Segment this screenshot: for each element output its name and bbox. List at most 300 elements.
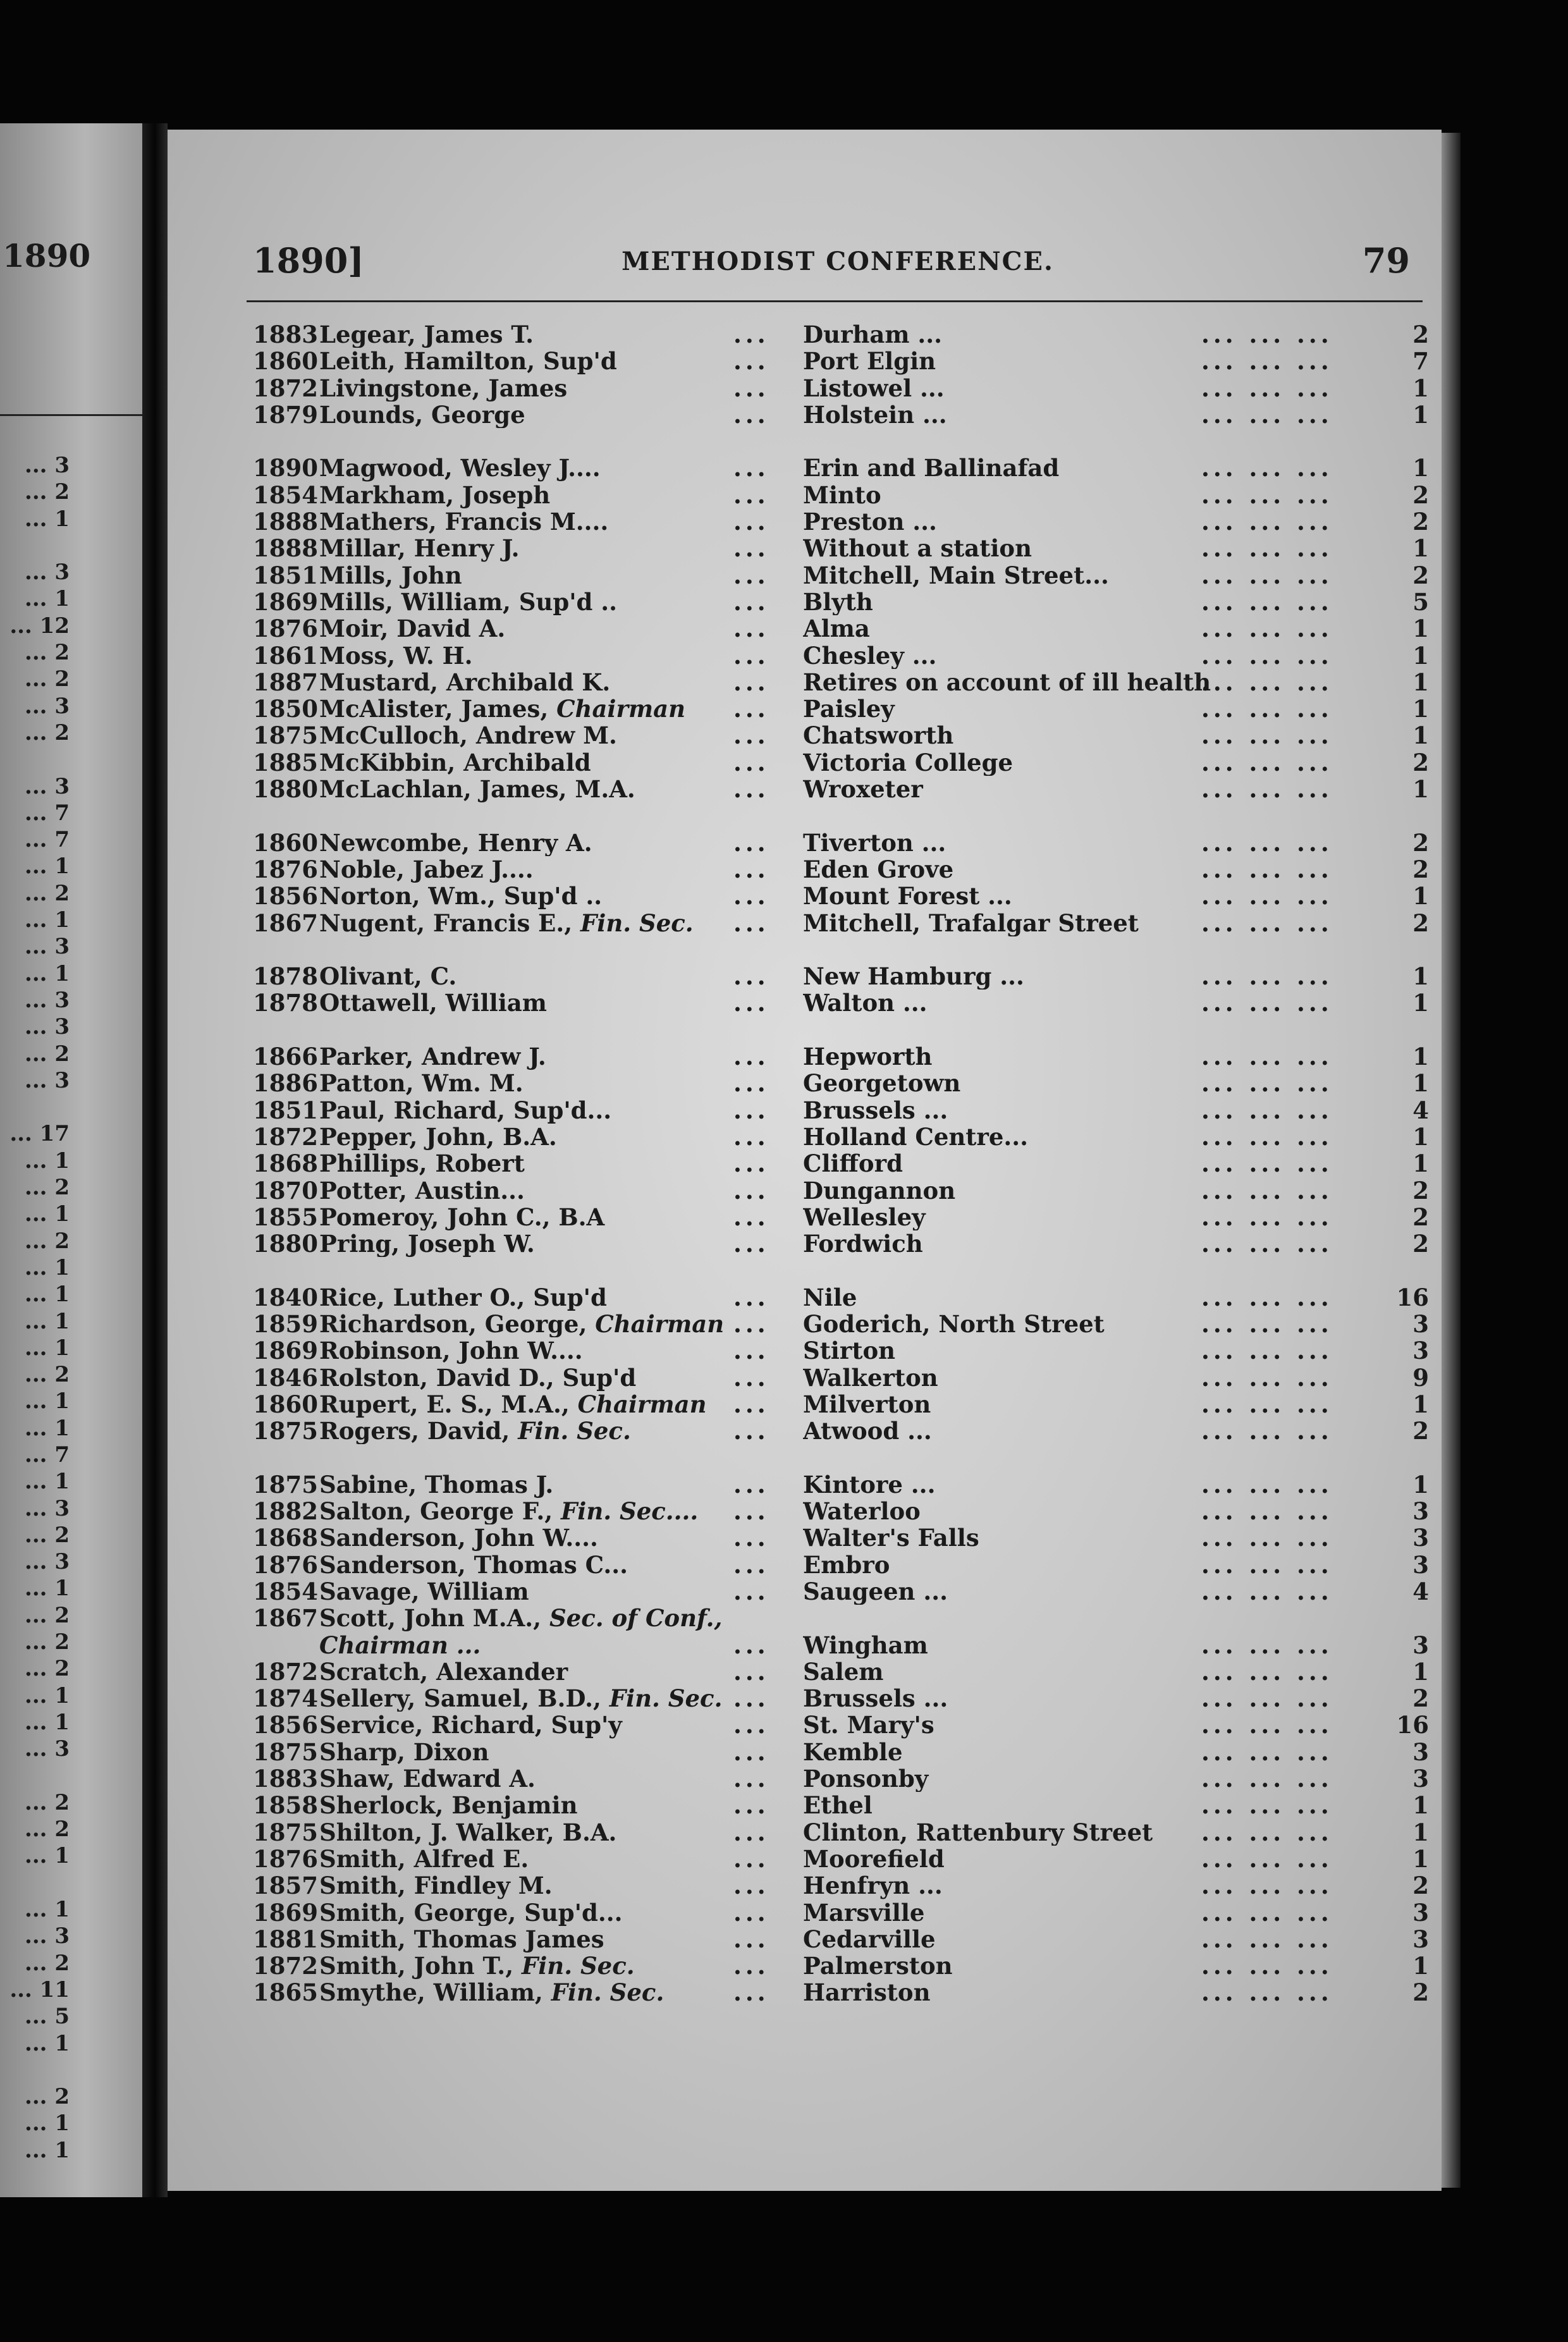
left-count: ... 1 (24, 586, 70, 612)
left-count: ... 2 (24, 1629, 70, 1655)
station-name: Stirton (803, 1337, 896, 1364)
entry-year: 1876 (253, 615, 318, 643)
leader-dots: ... (733, 1738, 769, 1766)
leader-dots: ... ... ... (1201, 1417, 1333, 1445)
years-count: 5 (1412, 587, 1429, 616)
station-name: Saugeen ... (803, 1578, 948, 1605)
left-count: ... 2 (24, 1362, 70, 1388)
left-count: ... 2 (24, 1041, 70, 1067)
leader-dots: ... (733, 1470, 769, 1499)
entry-year: 1887 (253, 668, 318, 696)
minister-name (319, 1070, 775, 1096)
years-count: 1 (1412, 882, 1429, 910)
section-gap (253, 1017, 1429, 1043)
years-count: 1 (1412, 1122, 1429, 1151)
minister-row (253, 1070, 1429, 1096)
years-count: 2 (1412, 1684, 1429, 1713)
years-count: 2 (1412, 1230, 1429, 1258)
leader-dots: ... (733, 1978, 769, 2007)
entry-year: 1861 (253, 641, 318, 670)
minister-name-text: Newcombe, Henry A. (319, 829, 592, 856)
minister-name (319, 1926, 775, 1953)
header-title: METHODIST CONFERENCE. (622, 247, 1054, 276)
entry-year: 1872 (253, 1122, 318, 1151)
left-count: ... 1 (24, 1415, 70, 1441)
leader-dots: ... (733, 828, 769, 857)
entry-year: 1875 (253, 1470, 318, 1499)
left-page-fragment (0, 123, 142, 2197)
minister-row (253, 1926, 1429, 1953)
leader-dots: ... (733, 1203, 769, 1231)
station-name: Goderich, North Street (803, 1310, 1105, 1338)
minister-name (319, 1177, 775, 1204)
station-name: Embro (803, 1551, 890, 1578)
leader-dots: ... (733, 1925, 769, 1953)
entry-year: 1880 (253, 775, 318, 804)
minister-name (319, 1605, 775, 1631)
minister-name (319, 1391, 775, 1418)
minister-name-text: Sherlock, Benjamin (319, 1792, 578, 1819)
left-count: ... 1 (24, 1335, 70, 1361)
station-name: Walkerton (803, 1364, 938, 1391)
minister-name (319, 1230, 775, 1257)
minister-row (253, 1284, 1429, 1311)
minister-row (253, 1578, 1429, 1605)
station-name: Minto (803, 481, 881, 509)
minister-name-text: Rupert, E. S., M.A., (319, 1390, 570, 1418)
left-count: ... 2 (24, 880, 70, 906)
entry-year: 1876 (253, 1550, 318, 1579)
minister-name (319, 1337, 775, 1364)
leader-dots: ... ... ... (1201, 962, 1333, 991)
minister-name-text: Savage, William (319, 1578, 529, 1605)
minister-name (319, 1632, 775, 1658)
minister-row (253, 856, 1429, 883)
station-name: Clinton, Rattenbury Street (803, 1818, 1153, 1846)
minister-role: Fin. Sec. (551, 1979, 665, 2006)
page-edge-shadow (1442, 133, 1461, 2188)
minister-name (319, 535, 775, 561)
entry-year: 1868 (253, 1524, 318, 1552)
leader-dots: ... ... ... (1201, 1872, 1333, 1900)
leader-dots: ... ... ... (1201, 1363, 1333, 1392)
leader-dots: ... (733, 1122, 769, 1151)
leader-dots: ... ... ... (1201, 1657, 1333, 1686)
ministers-list (253, 321, 1429, 2006)
minister-name (319, 348, 775, 374)
leader-dots: ... (733, 695, 769, 723)
minister-row (253, 722, 1429, 749)
header-year: 1890] (253, 240, 364, 281)
leader-dots: ... ... ... (1201, 695, 1333, 723)
leader-dots: ... (733, 1684, 769, 1713)
left-count: ... 2 (24, 1789, 70, 1815)
leader-dots: ... (733, 1176, 769, 1205)
left-count: ... 1 (24, 1576, 70, 1602)
leader-dots: ... (733, 1309, 769, 1338)
left-count: ... 12 (9, 613, 70, 639)
minister-row (253, 1311, 1429, 1337)
entry-year: 1851 (253, 1096, 318, 1124)
entry-year: 1883 (253, 1765, 318, 1793)
leader-dots: ... ... ... (1201, 1203, 1333, 1231)
years-count: 1 (1412, 695, 1429, 723)
years-count: 7 (1412, 347, 1429, 376)
leader-dots: ... ... ... (1201, 1711, 1333, 1739)
leader-dots: ... (733, 1150, 769, 1178)
station-name: Ethel (803, 1792, 873, 1819)
minister-name-text: Smith, Alfred E. (319, 1845, 529, 1873)
station-name: Cedarville (803, 1925, 936, 1953)
minister-name-text: McLachlan, James, M.A. (319, 776, 635, 803)
years-count: 4 (1412, 1096, 1429, 1124)
leader-dots: ... (733, 909, 769, 937)
years-count: 2 (1412, 508, 1429, 536)
leader-dots: ... ... ... (1201, 1978, 1333, 2007)
minister-name (319, 1739, 775, 1765)
leader-dots: ... ... ... (1201, 347, 1333, 376)
minister-row (253, 1658, 1429, 1685)
entry-year: 1865 (253, 1978, 318, 2007)
entry-year: 1882 (253, 1497, 318, 1526)
station-name: Moorefield (803, 1845, 945, 1873)
left-count (0, 532, 70, 559)
leader-dots: ... ... ... (1201, 1096, 1333, 1124)
section-gap (253, 802, 1429, 829)
entry-year: 1855 (253, 1203, 318, 1231)
years-count: 1 (1412, 1844, 1429, 1873)
minister-name (319, 1578, 775, 1605)
minister-name (319, 1043, 775, 1070)
years-count: 3 (1412, 1631, 1429, 1659)
minister-name-text: Ottawell, William (319, 990, 547, 1017)
minister-row (253, 1524, 1429, 1551)
years-count: 1 (1412, 721, 1429, 750)
left-count: ... 3 (24, 1495, 70, 1521)
minister-row (253, 669, 1429, 696)
minister-name-text: Smith, George, Sup'd... (319, 1899, 623, 1926)
left-count (0, 746, 70, 773)
years-count: 3 (1412, 1337, 1429, 1365)
leader-dots: ... (733, 454, 769, 482)
leader-dots: ... ... ... (1201, 775, 1333, 804)
left-count: ... 2 (24, 479, 70, 505)
left-count: ... 2 (24, 1522, 70, 1548)
station-name: Brussels ... (803, 1685, 948, 1712)
leader-dots: ... (733, 481, 769, 509)
left-count: ... 2 (24, 640, 70, 666)
minister-name-text: Patton, Wm. M. (319, 1070, 524, 1097)
minister-name (319, 1819, 775, 1846)
left-count: ... 1 (24, 1254, 70, 1280)
minister-row (253, 749, 1429, 776)
leader-dots: ... ... ... (1201, 721, 1333, 750)
station-name: Georgetown (803, 1070, 961, 1097)
leader-dots: ... (733, 534, 769, 563)
right-page (168, 130, 1442, 2191)
left-count: ... 7 (24, 827, 70, 853)
leader-dots: ... ... ... (1201, 374, 1333, 402)
left-count: ... 1 (24, 960, 70, 986)
minister-row (253, 1391, 1429, 1418)
station-name: Henfryn ... (803, 1872, 943, 1899)
leader-dots: ... ... ... (1201, 1230, 1333, 1258)
years-count: 2 (1412, 1417, 1429, 1445)
leader-dots: ... ... ... (1201, 1309, 1333, 1338)
minister-name-text: McCulloch, Andrew M. (319, 722, 617, 749)
leader-dots: ... ... ... (1201, 1952, 1333, 1980)
minister-row (253, 1899, 1429, 1926)
left-count: ... 3 (24, 453, 70, 478)
minister-name (319, 1712, 775, 1738)
minister-name (319, 1284, 775, 1311)
minister-name (319, 1418, 775, 1444)
minister-row (253, 1498, 1429, 1524)
left-count: ... 1 (24, 1389, 70, 1414)
minister-name-text: Smith, Findley M. (319, 1872, 553, 1899)
minister-name-text: Leith, Hamilton, Sup'd (319, 348, 617, 375)
minister-row (253, 1792, 1429, 1818)
left-count: ... 1 (24, 1897, 70, 1923)
left-count (0, 2057, 70, 2083)
leader-dots: ... ... ... (1201, 1844, 1333, 1873)
minister-name (319, 1097, 775, 1124)
leader-dots: ... (733, 1577, 769, 1605)
left-count: ... 2 (24, 1817, 70, 1842)
entry-year: 1888 (253, 534, 318, 563)
left-count: ... 3 (24, 773, 70, 799)
minister-row (253, 482, 1429, 508)
leader-dots: ... ... ... (1201, 1176, 1333, 1205)
leader-dots: ... (733, 1550, 769, 1579)
left-count: ... 3 (24, 1736, 70, 1762)
station-name: Walton ... (803, 990, 928, 1017)
leader-dots: ... ... ... (1201, 615, 1333, 643)
years-count: 1 (1412, 668, 1429, 696)
minister-name (319, 1311, 775, 1337)
minister-row (253, 1364, 1429, 1391)
minister-row (253, 1632, 1429, 1658)
minister-name (319, 990, 775, 1016)
minister-row (253, 535, 1429, 561)
left-count: ... 17 (9, 1121, 70, 1147)
station-name: Kemble (803, 1738, 903, 1766)
leader-dots: ... (733, 1872, 769, 1900)
station-name: Durham ... (803, 321, 943, 348)
entry-year: 1867 (253, 909, 318, 937)
entry-year: 1879 (253, 400, 318, 429)
station-name: New Hamburg ... (803, 963, 1024, 990)
years-count: 2 (1412, 909, 1429, 937)
leader-dots: ... ... ... (1201, 534, 1333, 563)
leader-dots: ... (733, 641, 769, 670)
minister-name-text: Markham, Joseph (319, 481, 551, 509)
years-count: 3 (1412, 1550, 1429, 1579)
minister-name-text: Richardson, George, (319, 1310, 587, 1338)
minister-name-text: Service, Richard, Sup'y (319, 1712, 622, 1739)
section-gap (253, 428, 1429, 455)
left-count: ... 11 (9, 1977, 70, 2002)
leader-dots: ... (733, 1765, 769, 1793)
minister-name (319, 615, 775, 642)
minister-name-text: Shaw, Edward A. (319, 1765, 536, 1793)
years-count: 1 (1412, 641, 1429, 670)
minister-name-text: Olivant, C. (319, 963, 457, 990)
left-count: ... 1 (24, 1843, 70, 1869)
leader-dots: ... ... ... (1201, 1738, 1333, 1766)
leader-dots: ... ... ... (1201, 1765, 1333, 1793)
leader-dots: ... ... ... (1201, 1577, 1333, 1605)
entry-year: 1870 (253, 1176, 318, 1205)
left-count: ... 7 (24, 800, 70, 826)
station-name: Listowel ... (803, 374, 945, 402)
minister-name (319, 642, 775, 669)
minister-name (319, 856, 775, 883)
station-name: Mitchell, Main Street... (803, 561, 1109, 589)
entry-year: 1856 (253, 1711, 318, 1739)
left-count (0, 1763, 70, 1789)
years-count: 2 (1412, 1203, 1429, 1231)
minister-name (319, 1204, 775, 1230)
leader-dots: ... ... ... (1201, 1122, 1333, 1151)
left-count: ... 3 (24, 1923, 70, 1949)
minister-row (253, 1097, 1429, 1124)
leader-dots: ... ... ... (1201, 1524, 1333, 1552)
entry-year: 1875 (253, 721, 318, 750)
leader-dots: ... (733, 962, 769, 991)
entry-year: 1868 (253, 1150, 318, 1178)
entry-year: 1888 (253, 508, 318, 536)
leader-dots: ... ... ... (1201, 1791, 1333, 1820)
minister-row (253, 1739, 1429, 1765)
leader-dots: ... (733, 1337, 769, 1365)
station-name: Atwood ... (803, 1418, 932, 1445)
minister-row (253, 1819, 1429, 1846)
minister-name (319, 1899, 775, 1926)
minister-row (253, 696, 1429, 722)
minister-row (253, 1979, 1429, 2006)
entry-year: 1869 (253, 1898, 318, 1927)
leader-dots: ... ... ... (1201, 1470, 1333, 1499)
leader-dots: ... ... ... (1201, 454, 1333, 482)
entry-year: 1860 (253, 828, 318, 857)
minister-name (319, 1872, 775, 1899)
minister-row (253, 1337, 1429, 1364)
minister-name (319, 482, 775, 508)
minister-name-text: Scott, John M.A., (319, 1605, 542, 1632)
station-name: Port Elgin (803, 348, 936, 375)
left-count: ... 2 (24, 1656, 70, 1682)
minister-name-text: Rolston, David D., Sup'd (319, 1364, 637, 1391)
left-count: ... 1 (24, 1683, 70, 1708)
station-name: St. Mary's (803, 1712, 934, 1739)
entry-year: 1875 (253, 1417, 318, 1445)
leader-dots: ... ... ... (1201, 1925, 1333, 1953)
entry-year: 1869 (253, 1337, 318, 1365)
left-count: ... 1 (24, 1308, 70, 1334)
minister-name-text: Shilton, J. Walker, B.A. (319, 1818, 617, 1846)
leader-dots: ... ... ... (1201, 909, 1333, 937)
minister-name-text: McAlister, James, (319, 696, 549, 723)
left-count: ... 2 (24, 1950, 70, 1976)
minister-name (319, 321, 775, 348)
minister-row (253, 883, 1429, 909)
minister-name-text: Salton, George F., (319, 1498, 553, 1525)
minister-name-text: Pepper, John, B.A. (319, 1123, 557, 1151)
leader-dots: ... (733, 1283, 769, 1311)
minister-name-text: Paul, Richard, Sup'd... (319, 1096, 612, 1124)
minister-row (253, 1418, 1429, 1444)
years-count: 1 (1412, 1657, 1429, 1686)
minister-name-text: Scratch, Alexander (319, 1658, 568, 1686)
years-count: 3 (1412, 1925, 1429, 1953)
leader-dots: ... (733, 615, 769, 643)
minister-row (253, 455, 1429, 481)
leader-dots: ... (733, 882, 769, 910)
minister-name (319, 1552, 775, 1578)
minister-name-text: Millar, Henry J. (319, 535, 520, 562)
left-count: ... 1 (24, 907, 70, 933)
years-count: 2 (1412, 748, 1429, 776)
station-name: Palmerston (803, 1953, 953, 1980)
left-page-rule (0, 414, 142, 416)
left-count: ... 2 (24, 1175, 70, 1201)
entry-year: 1860 (253, 347, 318, 376)
minister-name-text: Sabine, Thomas J. (319, 1471, 554, 1499)
entry-year: 1869 (253, 587, 318, 616)
minister-role: Fin. Sec.... (561, 1498, 699, 1525)
leader-dots: ... ... ... (1201, 1684, 1333, 1713)
left-count: ... 3 (24, 1549, 70, 1575)
station-name: Chatsworth (803, 722, 954, 749)
years-count: 1 (1412, 989, 1429, 1017)
minister-name (319, 1524, 775, 1551)
years-count: 1 (1412, 775, 1429, 804)
station-name: Chesley ... (803, 642, 937, 669)
minister-name (319, 1765, 775, 1792)
years-count: 3 (1412, 1738, 1429, 1766)
years-count: 2 (1412, 1176, 1429, 1205)
minister-name (319, 1953, 775, 1979)
minister-name (319, 749, 775, 776)
minister-row (253, 990, 1429, 1016)
station-name: Alma (803, 615, 870, 642)
leader-dots: ... (733, 1524, 769, 1552)
leader-dots: ... (733, 1791, 769, 1820)
years-count: 2 (1412, 1872, 1429, 1900)
left-count: ... 1 (24, 506, 70, 532)
left-count: ... 2 (24, 720, 70, 745)
minister-name (319, 776, 775, 802)
entry-year: 1890 (253, 454, 318, 482)
station-name: Wroxeter (803, 776, 923, 803)
leader-dots: ... (733, 668, 769, 696)
years-count: 2 (1412, 828, 1429, 857)
leader-dots: ... (733, 1818, 769, 1846)
minister-row (253, 963, 1429, 990)
minister-role: Fin. Sec. (521, 1953, 635, 1980)
leader-dots: ... (733, 508, 769, 536)
minister-name (319, 1846, 775, 1872)
minister-name-text: Mathers, Francis M.... (319, 508, 609, 536)
station-name: Without a station (803, 535, 1032, 562)
leader-dots: ... (733, 321, 769, 348)
left-count: ... 2 (24, 2084, 70, 2110)
minister-role: Fin. Sec. (609, 1685, 723, 1712)
left-count (0, 1870, 70, 1896)
left-count: ... 1 (24, 2030, 70, 2056)
minister-name (319, 1792, 775, 1818)
